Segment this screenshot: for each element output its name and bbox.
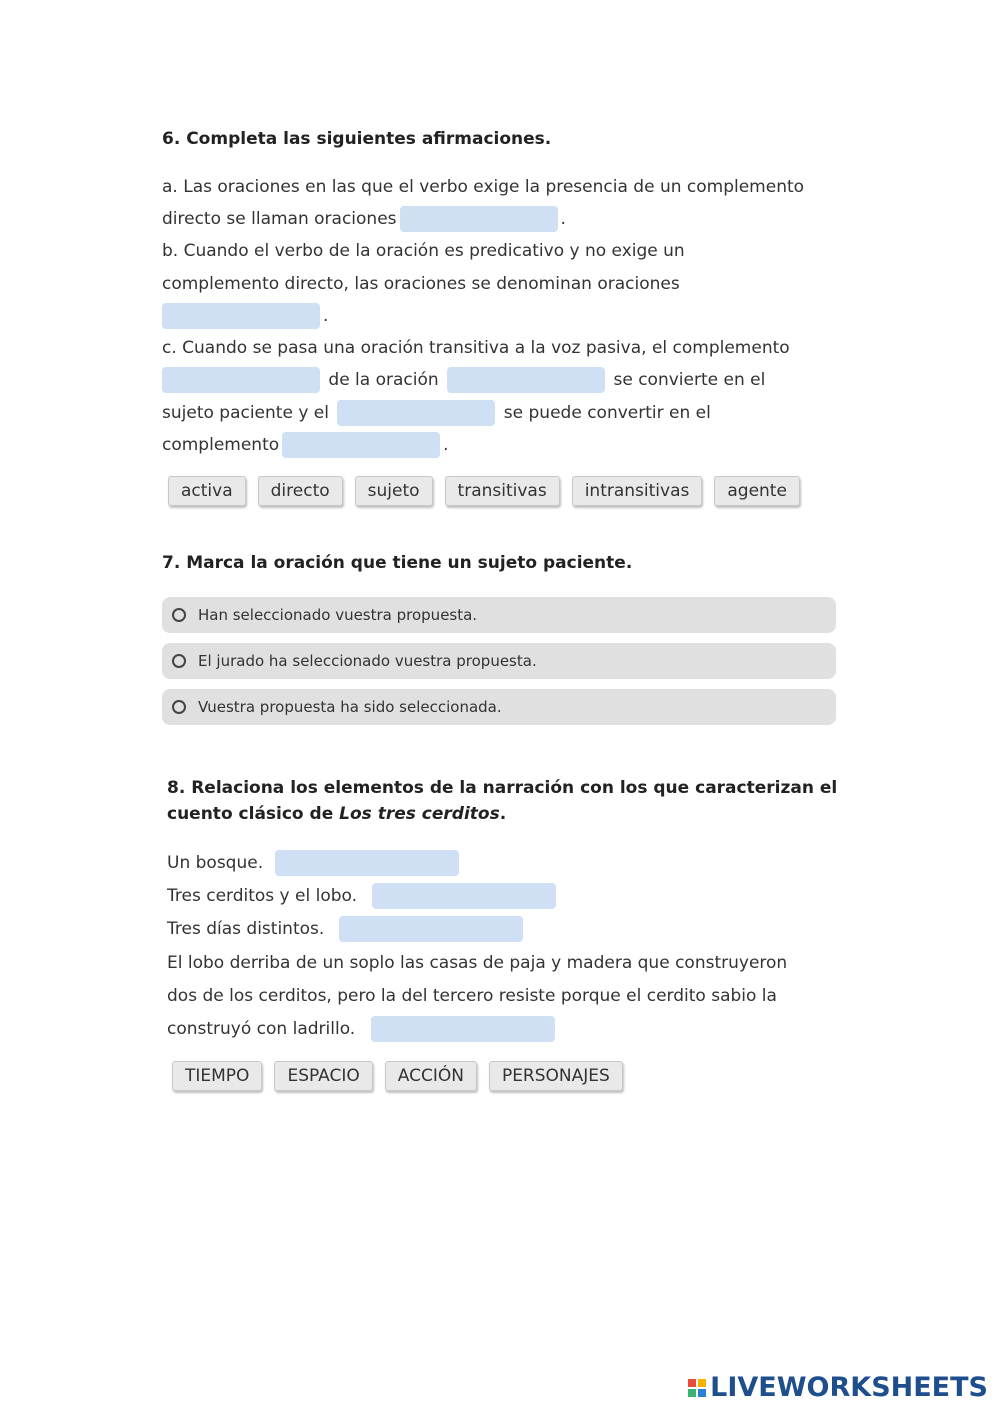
q6-blank-a[interactable] bbox=[400, 206, 558, 232]
q6-text: se puede convertir en el bbox=[503, 403, 711, 423]
q6-text: de la oración bbox=[328, 370, 439, 390]
q7-title: 7. Marca la oración que tiene un sujeto paciente. bbox=[162, 553, 633, 573]
q8-line-6 bbox=[167, 1013, 355, 1045]
q7-option-label: El jurado ha seleccionado vuestra propuesta. bbox=[198, 652, 537, 670]
q6-text: c. Cuando se pasa una oración transitiva a la voz pasiva, el complemento bbox=[162, 338, 790, 358]
q8-blank-1[interactable] bbox=[275, 850, 459, 876]
q8-line-5 bbox=[167, 980, 777, 1012]
q6-blank-c2[interactable] bbox=[447, 367, 605, 393]
q6-line-b2 bbox=[162, 268, 680, 300]
q6-title: 6. Completa las siguientes afirmaciones. bbox=[162, 129, 552, 149]
radio-icon[interactable] bbox=[172, 654, 186, 668]
q8-option-tiempo[interactable]: TIEMPO bbox=[172, 1061, 262, 1091]
q6-text: se convierte en el bbox=[613, 370, 766, 390]
q6-text: . bbox=[323, 306, 329, 326]
q8-blank-3[interactable] bbox=[339, 916, 523, 942]
q6-line-a2 bbox=[162, 203, 566, 235]
q8-title-text: . bbox=[499, 804, 507, 824]
q6-word-bank bbox=[168, 476, 800, 506]
q6-text: complemento directo, las oraciones se denominan oraciones bbox=[162, 274, 680, 294]
q6-blank-c1[interactable] bbox=[162, 367, 320, 393]
q8-blank-2[interactable] bbox=[372, 883, 556, 909]
q6-blank-c3[interactable] bbox=[337, 400, 495, 426]
q6-blank-b[interactable] bbox=[162, 303, 320, 329]
q6-option-agente[interactable]: agente bbox=[714, 476, 800, 506]
q8-text: El lobo derriba de un soplo las casas de paja y madera que construyeron bbox=[167, 953, 788, 973]
logo-icon bbox=[688, 1379, 706, 1397]
q6-line-b1 bbox=[162, 235, 685, 267]
q8-text: construyó con ladrillo. bbox=[167, 1019, 356, 1039]
q6-text: . bbox=[443, 435, 449, 455]
q8-title-2 bbox=[167, 804, 506, 824]
q8-line-2 bbox=[167, 880, 357, 912]
q6-option-intransitivas[interactable]: intransitivas bbox=[572, 476, 703, 506]
q8-line-4 bbox=[167, 947, 787, 979]
q7-option-1[interactable] bbox=[162, 597, 836, 633]
q8-option-accion[interactable]: ACCIÓN bbox=[385, 1061, 477, 1091]
q6-line-c2 bbox=[162, 364, 765, 396]
q6-text: sujeto paciente y el bbox=[162, 403, 329, 423]
q8-option-espacio[interactable]: ESPACIO bbox=[274, 1061, 372, 1091]
q6-option-transitivas[interactable]: transitivas bbox=[445, 476, 560, 506]
q8-line-1 bbox=[167, 847, 263, 879]
q6-line-c4 bbox=[162, 429, 449, 461]
q8-text: Tres días distintos. bbox=[167, 919, 325, 939]
q8-title-1: 8. Relaciona los elementos de la narración con los que caracterizan el bbox=[167, 778, 838, 798]
q8-title-text: cuento clásico de bbox=[167, 804, 340, 824]
q6-text: directo se llaman oraciones bbox=[162, 209, 397, 229]
q8-word-bank bbox=[172, 1061, 623, 1091]
q6-text: b. Cuando el verbo de la oración es predicativo y no exige un bbox=[162, 241, 685, 261]
q7-option-label: Vuestra propuesta ha sido seleccionada. bbox=[198, 698, 502, 716]
q7-option-label: Han seleccionado vuestra propuesta. bbox=[198, 606, 478, 624]
q8-text: Tres cerditos y el lobo. bbox=[167, 886, 358, 906]
q6-blank-c4[interactable] bbox=[282, 432, 440, 458]
q6-line-a1 bbox=[162, 171, 804, 203]
q6-text: complemento bbox=[162, 435, 280, 455]
liveworksheets-logo bbox=[688, 1372, 988, 1403]
q8-blank-4[interactable] bbox=[371, 1016, 555, 1042]
q8-option-personajes[interactable]: PERSONAJES bbox=[489, 1061, 623, 1091]
logo-text: LIVEWORKSHEETS bbox=[710, 1372, 988, 1403]
q6-text: a. Las oraciones en las que el verbo exige la presencia de un complemento bbox=[162, 177, 805, 197]
q8-text: dos de los cerditos, pero la del tercero resiste porque el cerdito sabio la bbox=[167, 986, 777, 1006]
q6-option-directo[interactable]: directo bbox=[258, 476, 343, 506]
q6-option-sujeto[interactable]: sujeto bbox=[355, 476, 433, 506]
radio-icon[interactable] bbox=[172, 700, 186, 714]
q7-option-2[interactable] bbox=[162, 643, 836, 679]
q6-line-c1 bbox=[162, 332, 790, 364]
q8-line-3 bbox=[167, 913, 324, 945]
q6-option-activa[interactable]: activa bbox=[168, 476, 246, 506]
q8-text: Un bosque. bbox=[167, 853, 264, 873]
q7-option-3[interactable] bbox=[162, 689, 836, 725]
q6-line-b3 bbox=[162, 300, 328, 332]
q8-story-title: Los tres cerditos bbox=[339, 804, 500, 824]
q6-text: . bbox=[560, 209, 566, 229]
radio-icon[interactable] bbox=[172, 608, 186, 622]
q6-line-c3 bbox=[162, 397, 711, 429]
